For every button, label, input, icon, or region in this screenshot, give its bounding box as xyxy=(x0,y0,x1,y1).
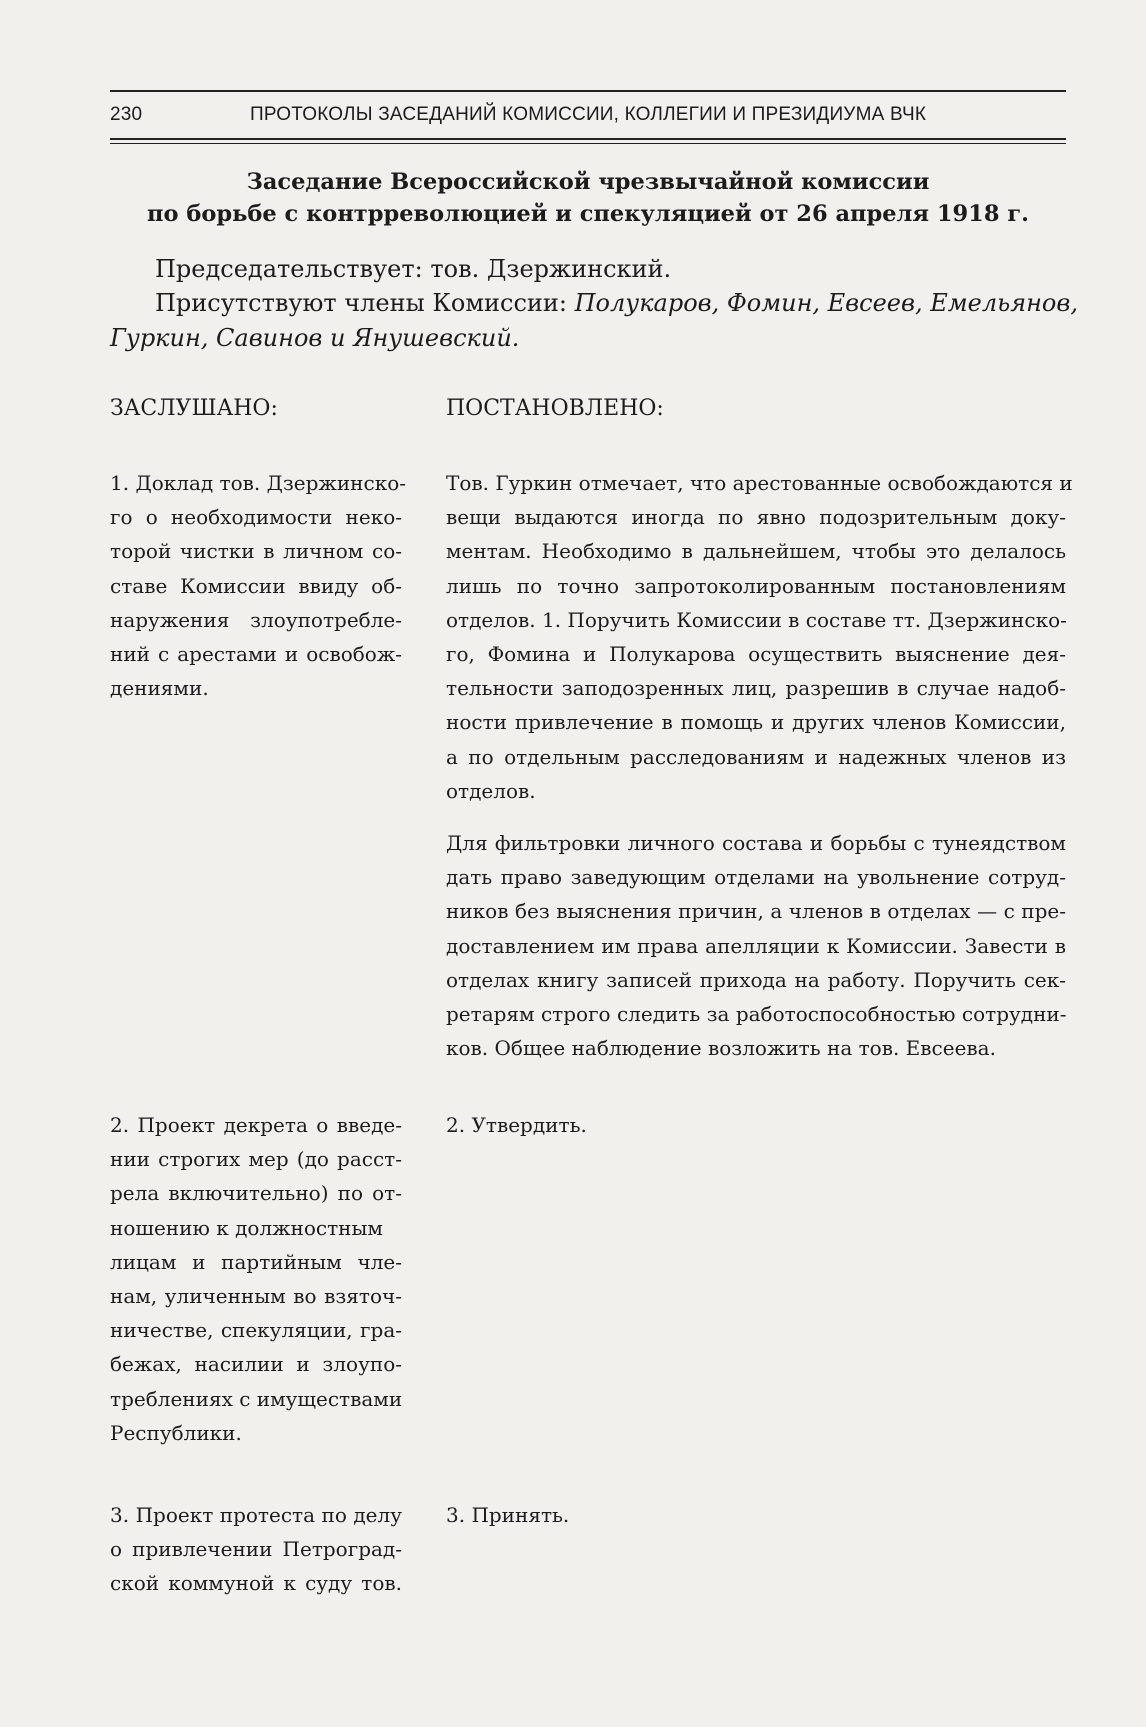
text-line: торой чистки в личном со- xyxy=(110,539,402,564)
text-line: лишь по точно запротоколированным постановлениям xyxy=(446,573,1066,598)
text-line: треблениях с имуществами xyxy=(110,1386,403,1411)
text-line: Для фильтровки личного состава и борьбы с тунеядством xyxy=(446,831,1066,855)
text-line: ментам. Необходимо в дальнейшем, чтобы это делалось xyxy=(446,539,1066,564)
item-1-decided-p1 xyxy=(446,466,1073,808)
text-line: ности привлечение в помощь и других членов Комиссии, xyxy=(446,710,1066,735)
text-line: нии строгих мер (до расст- xyxy=(110,1147,402,1172)
text-line: ской коммуной к суду тов. xyxy=(110,1571,402,1596)
text-line: о привлечении Петроград- xyxy=(110,1537,402,1562)
text-line: дать право заведующим отделами на увольнение сотруд- xyxy=(446,865,1066,890)
header-rule-top xyxy=(110,90,1066,92)
text-line: ний с арестами и освобож- xyxy=(110,642,402,667)
running-head-title: ПРОТОКОЛЫ ЗАСЕДАНИЙ КОМИССИИ, КОЛЛЕГИИ И ПРЕЗИДИУМА ВЧК xyxy=(250,104,927,125)
header-rule-thin xyxy=(110,143,1066,144)
text-line: ничестве, спекуляции, гра- xyxy=(110,1318,402,1343)
chairman-line: Председательствует: тов. Дзержинский. xyxy=(155,255,672,283)
page-number: 230 xyxy=(110,104,143,125)
text-line: нам, уличенным во взяточ- xyxy=(110,1284,402,1309)
text-line: ников без выяснения причин, а членов в отделах — с пре- xyxy=(446,899,1066,924)
text-line: отделах книгу записей прихода на работу. Поручить сек- xyxy=(446,967,1066,992)
text-line: 3. Проект протеста по делу xyxy=(110,1503,402,1527)
decided-column-header: ПОСТАНОВЛЕНО: xyxy=(446,396,664,421)
text-line: а по отдельным расследованиям и надежных членов из xyxy=(446,744,1066,769)
text-line: наружения злоупотребле- xyxy=(110,607,402,632)
text-line: го, Фомина и Полукарова осуществить выяснение дея- xyxy=(446,642,1066,667)
attendees xyxy=(110,286,1078,356)
item-2-decided xyxy=(446,1108,1066,1142)
text-line: 2. Проект декрета о введе- xyxy=(110,1113,402,1137)
meeting-title-line: по борьбе с контрреволюцией и спекуляцией от 26 апреля 1918 г. xyxy=(147,201,1029,227)
item-1-decided-p2 xyxy=(446,826,1066,1065)
header-rule-thick xyxy=(110,138,1066,140)
item-3-decided xyxy=(446,1498,1066,1532)
text-line: 3. Принять. xyxy=(446,1503,570,1527)
text-line: отделов. xyxy=(446,778,536,803)
text-line: дениями. xyxy=(110,676,209,701)
heard-column-header: ЗАСЛУШАНО: xyxy=(110,396,278,421)
attendees-prefix: Присутствуют члены Комиссии: xyxy=(155,289,575,317)
running-head xyxy=(110,104,1066,134)
text-line: 2. Утвердить. xyxy=(446,1113,587,1137)
text-line: лицам и партийным чле- xyxy=(110,1249,402,1274)
meeting-title xyxy=(110,166,1066,230)
attendees-names-2: Гуркин, Савинов и Янушевский. xyxy=(110,324,520,352)
text-line: го о необходимости неко- xyxy=(110,505,402,530)
text-line: доставлением им права апелляции к Комиссии. Завести в xyxy=(446,933,1066,958)
text-line: Тов. Гуркин отмечает, что арестованные освобождаются и xyxy=(446,471,1073,495)
text-line: бежах, насилии и злоупо- xyxy=(110,1352,402,1377)
meeting-title-line: Заседание Всероссийской чрезвычайной комиссии xyxy=(246,169,930,195)
text-line: рела включительно) по от- xyxy=(110,1181,402,1206)
text-line: отделов. 1. Поручить Комиссии в составе тт. Дзержинско- xyxy=(446,607,1067,632)
text-line: 1. Доклад тов. Дзержинско- xyxy=(110,471,406,495)
text-line: ретарям строго следить за работоспособностью сотрудни- xyxy=(446,1002,1067,1027)
item-2-heard xyxy=(110,1108,402,1450)
text-line: вещи выдаются иногда по явно подозрительным доку- xyxy=(446,505,1066,530)
text-line: Республики. xyxy=(110,1420,242,1445)
text-line: ков. Общее наблюдение возложить на тов. Евсеева. xyxy=(446,1036,996,1061)
attendees-names-1: Полукаров, Фомин, Евсеев, Емельянов, xyxy=(574,289,1078,317)
text-line: тельности заподозренных лиц, разрешив в случае надоб- xyxy=(446,676,1066,701)
text-line: ставе Комиссии ввиду об- xyxy=(110,573,402,598)
text-line: ношению к должностным xyxy=(110,1215,383,1240)
item-3-heard xyxy=(110,1498,402,1601)
item-1-heard xyxy=(110,466,406,705)
